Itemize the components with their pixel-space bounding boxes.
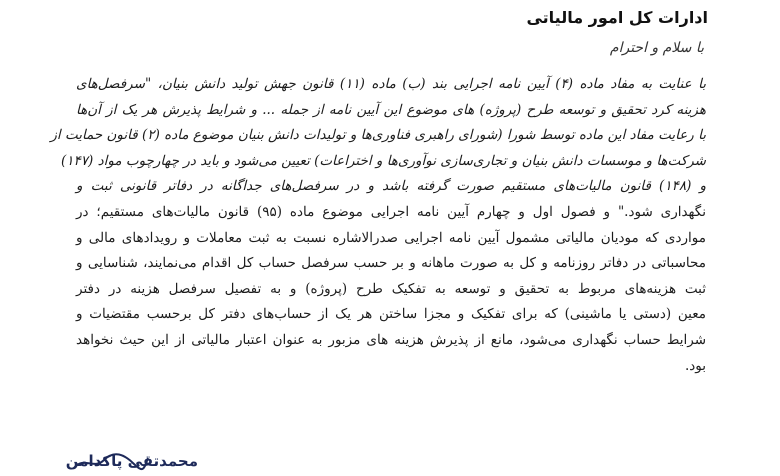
salutation: با سلام و احترام [609, 40, 704, 56]
body-line: مواردی که مودیان مالیاتی مشمول آیین نامه اجرایی صدرالاشاره نسبت به ثبت معاملات و رویدادهای مالی و [76, 229, 706, 246]
body-line: هزینه کرد تحقیق و توسعه طرح (پروژه) های موضوع این آیین نامه از جمله ... و شرایط پذیرش هر یک از آن‌ها [76, 101, 706, 118]
body-line: و (۱۴۸) قانون مالیات‌های مستقیم صورت گرفته باشد و در سرفصل‌های جداگانه در دفاتر قانونی ثبت و [76, 178, 706, 195]
body-line: شرکت‌ها و موسسات دانش بنیان و تجاری‌سازی نوآوری‌ها و اختراعات) تعیین می‌شود و باید در چهارچوب مواد (۱۴۷) [61, 152, 706, 169]
body-line: ثبت هزینه‌های مربوط به تحقیق و توسعه به تفکیک طرح (پروژه) و به تفصیل سرفصل هزینه در دفتر [76, 280, 706, 297]
body-line: با رعایت مفاد این ماده توسط شورا (شورای راهبری فناوری‌ها و تولیدات دانش بنیان موضوع ماده (۲) قانون حمایت از [50, 127, 706, 144]
body-line: معین (دستی یا ماشینی) که برای تفکیک و مجزا ساختن هر یک از حساب‌های دفتر کل برحسب مقتضیات و [76, 306, 706, 323]
body-line: شرایط حساب نگهداری می‌شود، مانع از پذیرش هزینه های مزبور به عنوان اعتبار مالیاتی از این حیث نخواهد [76, 331, 706, 348]
signature-name: محمدتقی پاکدامن [65, 452, 198, 470]
recipient-heading: ادارات کل امور مالیاتی [526, 8, 708, 27]
body-line: با عنایت به مفاد ماده (۴) آیین نامه اجرایی بند (ب) ماده (۱۱) قانون جهش تولید دانش بنیان، "سرفصل‌های [76, 76, 706, 92]
body-line: بود. [684, 357, 706, 374]
letter-body [50, 72, 706, 379]
body-line: محاسباتی در دفاتر روزنامه و کل به صورت ماهانه و بر حسب سرفصل حساب کل اقدام می‌نمایند، شناسایی و [76, 255, 706, 272]
body-line: نگهداری شود." و فصول اول و چهارم آیین نامه اجرایی موضوع ماده (۹۵) قانون مالیات‌های مستقیم؛ در [76, 203, 706, 220]
